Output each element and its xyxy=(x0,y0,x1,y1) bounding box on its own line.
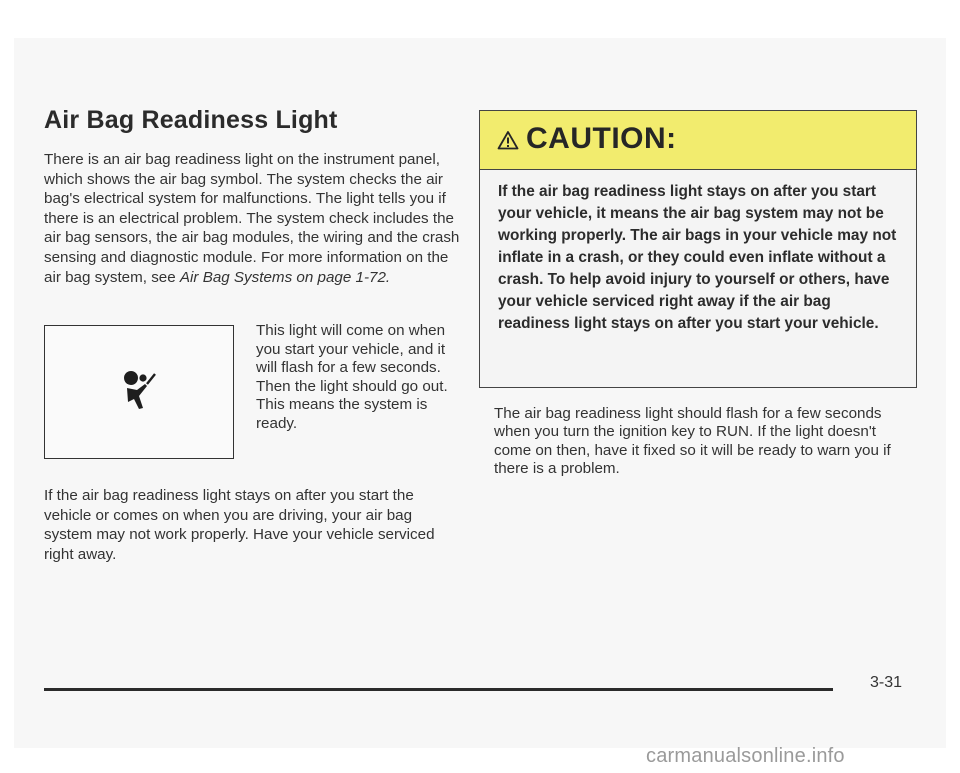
warning-triangle-icon xyxy=(497,130,519,150)
followup-paragraph: The air bag readiness light should flash for a few seconds when you turn the ignition key to RUN. If the light doesn't come on then, have it fixed so it will be ready to warn you if there is a problem. xyxy=(494,405,891,478)
warning-paragraph: If the air bag readiness light stays on after you start the vehicle or comes on when you are driving, your air bag system may not work properly. Have your vehicle serviced right away. xyxy=(44,487,435,563)
footer-rule xyxy=(44,688,833,691)
section-title: Air Bag Readiness Light xyxy=(44,106,338,134)
caution-header xyxy=(480,111,916,170)
airbag-symbol-box xyxy=(44,325,234,459)
airbag-seated-person-icon xyxy=(123,368,159,412)
caution-box xyxy=(479,110,917,388)
cross-reference-link: Air Bag Systems on page 1-72. xyxy=(179,268,391,286)
intro-text: There is an air bag readiness light on the instrument panel, which shows the air bag symbol. The system checks the air bag's electrical system for malfunctions. The light tells you if there is an electrical problem. The system check includes the air bag sensors, the air bag modules, the wiring and the crash sensing and diagnostic module. For more information on the air bag system, see xyxy=(44,151,460,286)
caution-body: If the air bag readiness light stays on after you start your vehicle, it means the air bag system may not be working properly. The air bags in your vehicle may not inflate in a crash, or they could even inflate without a crash. To help avoid injury to yourself or others, have your vehicle serviced right away if the air bag readiness light stays on after you start your vehicle. xyxy=(498,183,897,332)
icon-caption: This light will come on when you start your vehicle, and it will flash for a few seconds. Then the light should go out. This means the system is ready. xyxy=(256,322,448,432)
footer-watermark: carmanualsonline.info xyxy=(646,745,845,767)
intro-paragraph xyxy=(44,150,464,287)
caution-title: CAUTION: xyxy=(526,122,677,155)
page-number: 3-31 xyxy=(870,674,903,691)
